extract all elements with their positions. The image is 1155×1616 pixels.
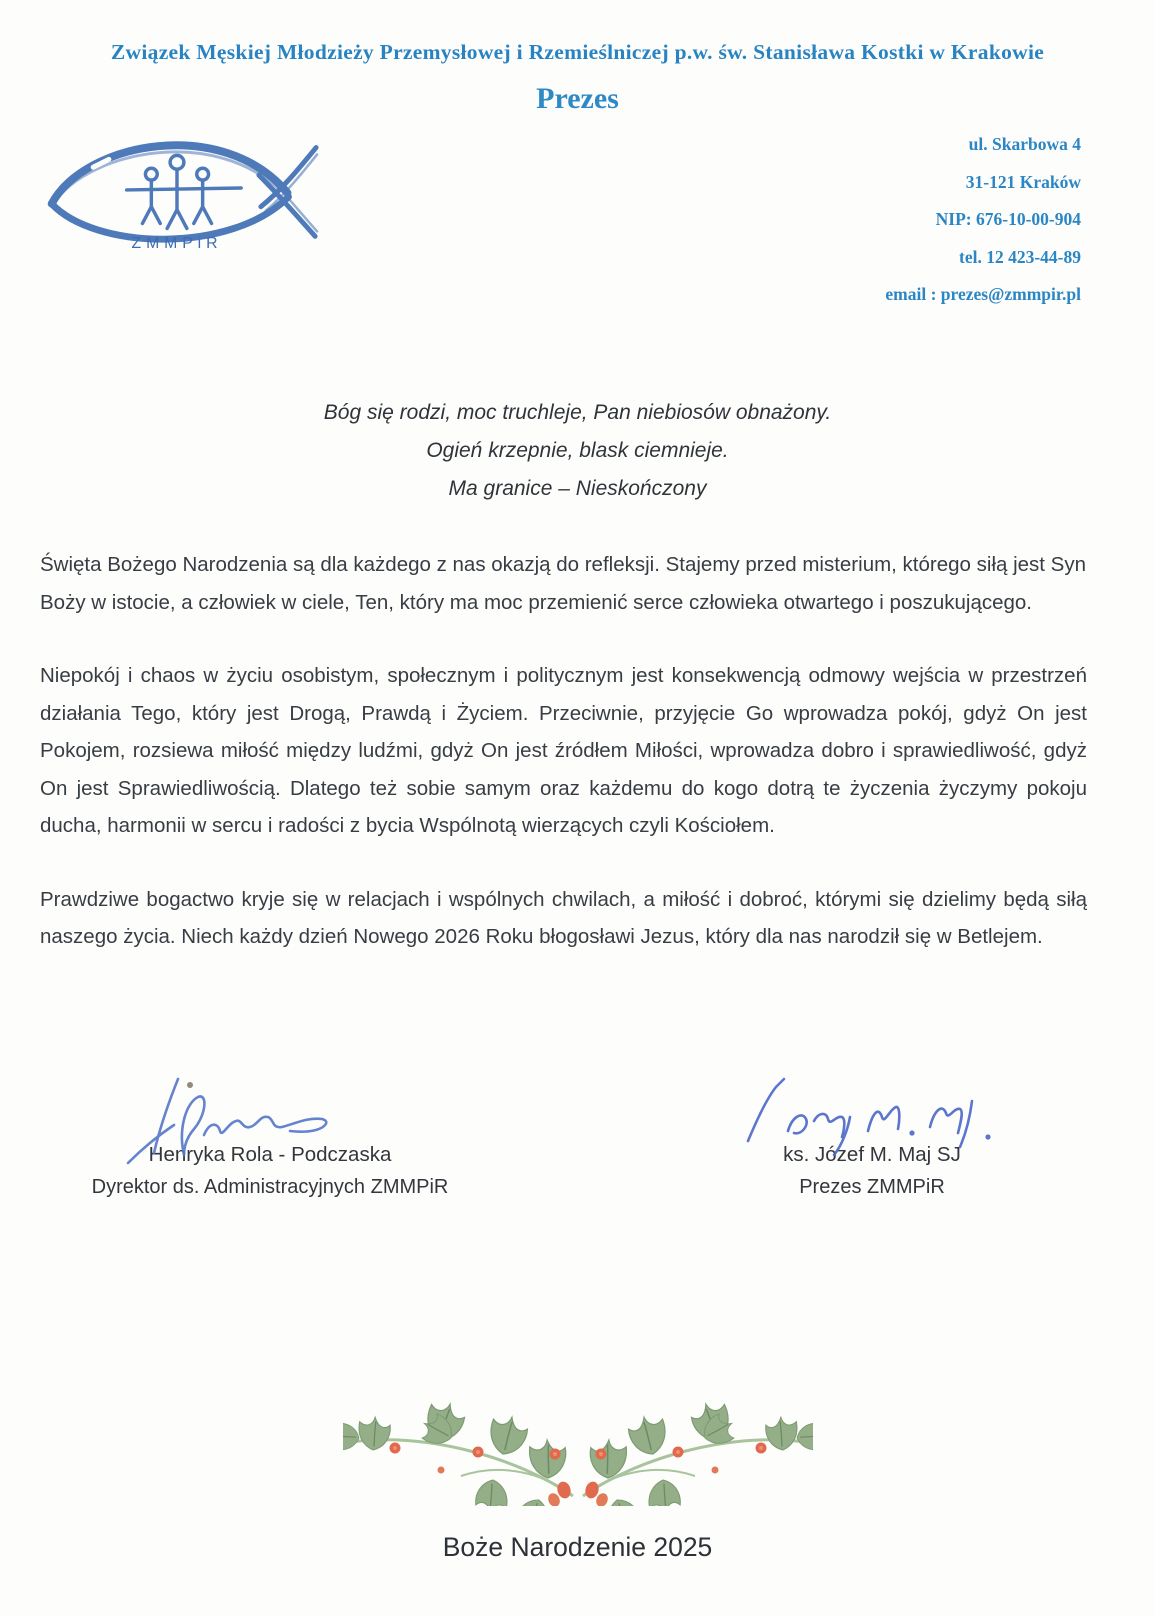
quote-line: Ogień krzepnie, blask ciemnieje. [426, 439, 729, 462]
contact-city: 31-121 Kraków [965, 171, 1081, 192]
holly-garland-decoration [0, 1388, 1155, 1511]
fish-icon [34, 112, 319, 260]
contact-nip: NIP: 676-10-00-904 [935, 209, 1081, 229]
carol-quote [0, 394, 1155, 508]
organization-name: Związek Męskiej Młodzieży Przemysłowej i Rzemieślniczej p.w. św. Stanisława Kostki w Krakowie [110, 40, 1045, 64]
paragraph-reflection: Święta Bożego Narodzenia są dla każdego z nas okazją do refleksji. Stajemy przed misterium, którego siłą jest Syn Boży w istocie, a człowiek w ciele, Ten, który ma moc przemienić serce człowieka otwartego i poszukującego. [40, 553, 1087, 614]
signature-block-right [672, 1143, 1072, 1199]
letterhead-role-title: Prezes [536, 82, 619, 115]
signatory-name-right: ks. Józef M. Maj SJ [783, 1143, 961, 1166]
letter-body [40, 546, 1087, 992]
logo-label: ZMMPiR [131, 235, 223, 253]
christmas-title: Boże Narodzenie 2025 [442, 1532, 713, 1562]
paragraph-wishes: Niepokój i chaos w życiu osobistym, społecznym i politycznym jest konsekwencją odmowy wejścia w przestrzeń działania Tego, który jest Drogą, Prawdą i Życiem. Przeciwnie, przyjęcie Go wprowadza pokój, gdyż On jest Pokojem, rozsiewa miłość między ludźmi, gdyż On jest źródłem Miłości, wprowadza dobro i sprawiedliwość, gdyż On jest Sprawiedliwością. Dlatego też sobie samym oraz każdemu do kogo dotrą te życzenia życzymy pokoju ducha, harmonii w sercu i radości z bycia Wspólnotą wierzących czyli Kościołem. [40, 664, 1087, 837]
quote-line: Bóg się rodzi, moc truchleje, Pan niebiosów obnażony. [323, 401, 832, 424]
contact-block [885, 126, 1081, 314]
signatory-title-right: Prezes ZMMPiR [799, 1176, 945, 1198]
signature-block-left [40, 1143, 500, 1199]
quote-line: Ma granice – Nieskończony [448, 477, 707, 500]
contact-phone: tel. 12 423-44-89 [959, 246, 1081, 267]
contact-street: ul. Skarbowa 4 [968, 134, 1081, 154]
holly-garland-icon [343, 1388, 813, 1506]
contact-email: email : prezes@zmmpir.pl [885, 284, 1081, 304]
paragraph-new-year: Prawdziwe bogactwo kryje się w relacjach i wspólnych chwilach, a miłość i dobroć, którymi się dzielimy będą siłą naszego życia. Niech każdy dzień Nowego 2026 Roku błogosławi Jezus, który dla nas narodził się w Betlejem. [40, 887, 1087, 948]
signatory-name-left: Henryka Rola - Podczaska [148, 1143, 392, 1166]
signatory-title-left: Dyrektor ds. Administracyjnych ZMMPiR [91, 1176, 449, 1198]
zmmpir-fish-logo [34, 112, 319, 260]
